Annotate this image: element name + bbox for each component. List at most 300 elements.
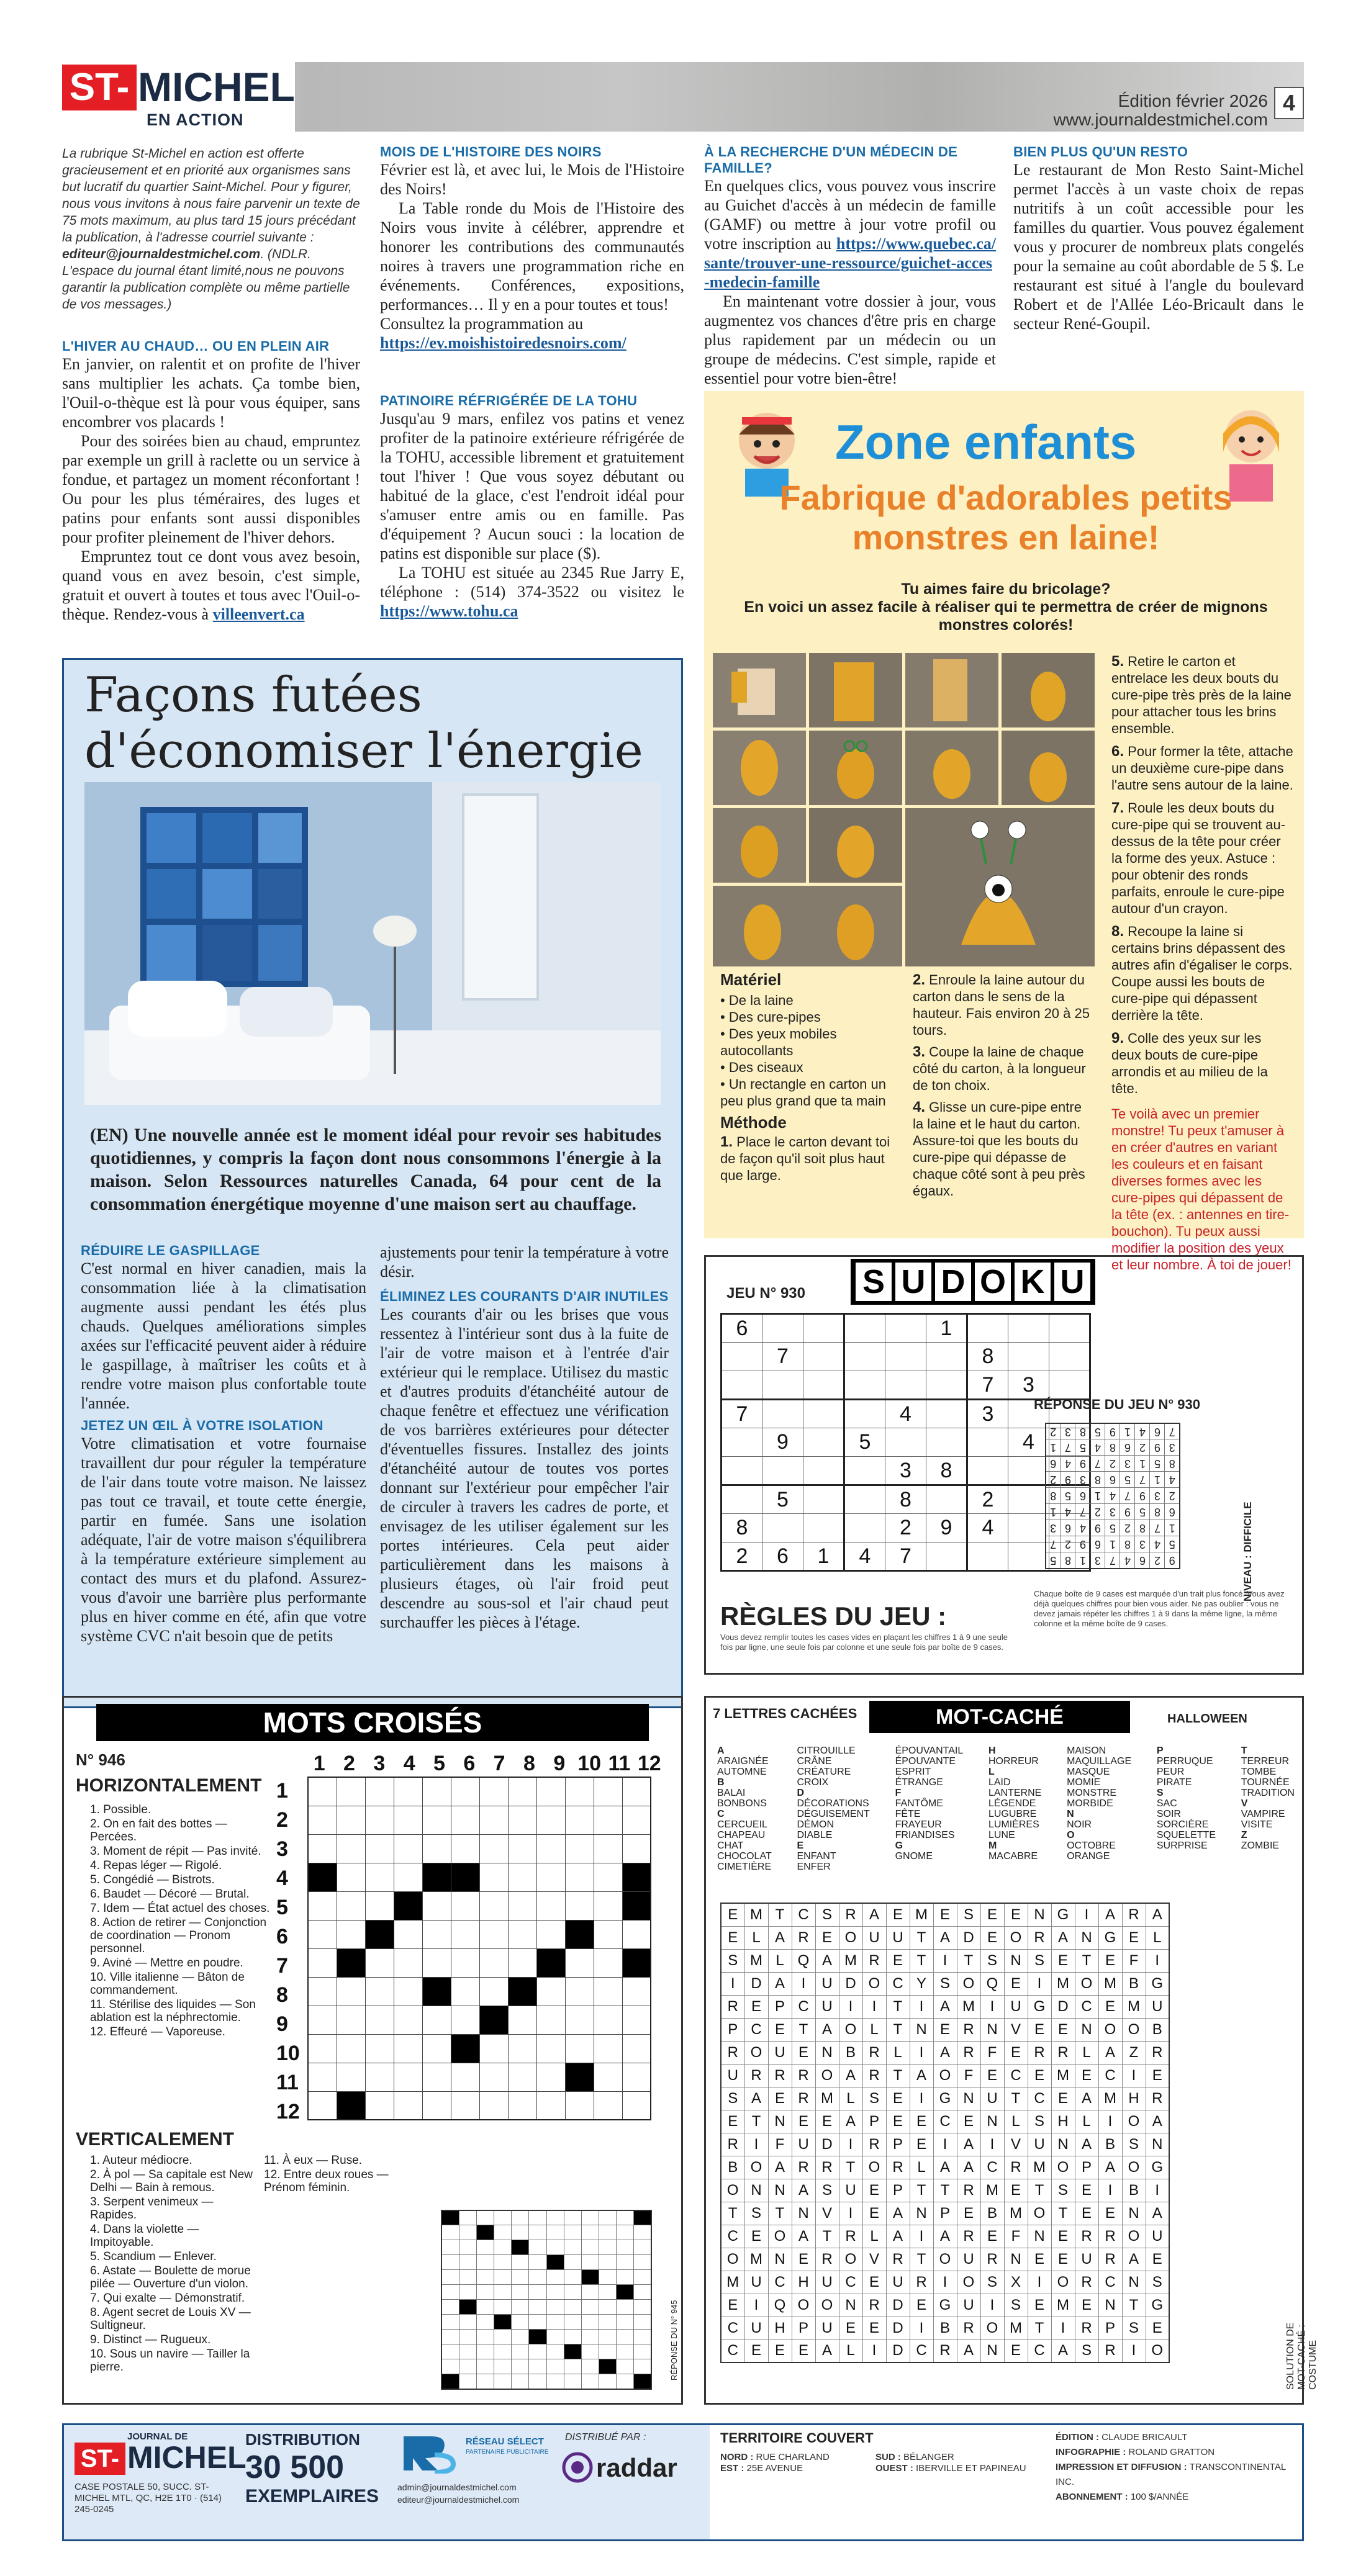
crossword-cell[interactable]	[308, 1777, 337, 1806]
motcache-letter[interactable]: M	[815, 2087, 839, 2110]
motcache-letter[interactable]: R	[792, 1926, 815, 1949]
sudoku-cell[interactable]	[803, 1314, 844, 1343]
motcache-letter[interactable]: M	[910, 1903, 933, 1926]
motcache-letter[interactable]: O	[1122, 2110, 1146, 2133]
motcache-letter[interactable]: O	[1051, 2156, 1075, 2179]
sudoku-cell[interactable]	[1049, 1371, 1090, 1400]
crossword-cell[interactable]	[479, 1891, 508, 1920]
motcache-letter[interactable]: R	[839, 1903, 862, 1926]
motcache-letter[interactable]: E	[1004, 2041, 1028, 2064]
crossword-cell[interactable]	[422, 1948, 451, 1977]
motcache-letter[interactable]: R	[792, 2156, 815, 2179]
motcache-letter[interactable]: S	[957, 1903, 980, 1926]
motcache-letter[interactable]: A	[815, 2340, 839, 2362]
motcache-letter[interactable]: D	[1051, 1995, 1075, 2018]
crossword-cell[interactable]	[565, 1777, 594, 1806]
crossword-cell[interactable]	[594, 1863, 622, 1891]
motcache-letter[interactable]: E	[792, 2110, 815, 2133]
motcache-letter[interactable]: L	[910, 2156, 933, 2179]
motcache-letter[interactable]: V	[862, 2248, 886, 2271]
crossword-cell[interactable]	[594, 1948, 622, 1977]
motcache-letter[interactable]: C	[1028, 2087, 1051, 2110]
motcache-letter[interactable]: U	[815, 2317, 839, 2340]
crossword-cell[interactable]	[565, 2034, 594, 2063]
motcache-letter[interactable]: E	[792, 2340, 815, 2362]
sudoku-cell[interactable]: 7	[885, 1542, 926, 1571]
motcache-letter[interactable]: S	[980, 2271, 1004, 2294]
crossword-cell[interactable]	[308, 1977, 337, 2006]
motcache-letter[interactable]: E	[1075, 2294, 1098, 2317]
crossword-cell[interactable]	[508, 1920, 536, 1948]
motcache-letter[interactable]: M	[1028, 2156, 1051, 2179]
motcache-letter[interactable]: E	[1004, 1972, 1028, 1995]
motcache-letter[interactable]: I	[744, 2294, 768, 2317]
motcache-letter[interactable]: P	[1075, 2156, 1098, 2179]
motcache-letter[interactable]: L	[839, 2340, 862, 2362]
motcache-letter[interactable]: C	[721, 2317, 744, 2340]
motcache-letter[interactable]: E	[1051, 2018, 1075, 2041]
motcache-letter[interactable]: E	[721, 1926, 744, 1949]
motcache-letter[interactable]: M	[1098, 2087, 1122, 2110]
noirs-link[interactable]: https://ev.moishistoiredesnoirs.com/	[380, 334, 626, 352]
crossword-cell[interactable]	[394, 1920, 422, 1948]
motcache-letter[interactable]: M	[1004, 2317, 1028, 2340]
motcache-letter[interactable]: A	[957, 2340, 980, 2362]
footer-email-admin[interactable]: admin@journaldestmichel.com	[397, 2482, 517, 2492]
crossword-cell[interactable]	[536, 2034, 565, 2063]
motcache-letter[interactable]: E	[1146, 2248, 1169, 2271]
crossword-cell[interactable]	[479, 2091, 508, 2120]
crossword-cell[interactable]	[422, 1777, 451, 1806]
motcache-letter[interactable]: R	[862, 1949, 886, 1972]
motcache-letter[interactable]: T	[910, 1926, 933, 1949]
motcache-letter[interactable]: E	[1051, 2248, 1075, 2271]
motcache-letter[interactable]: A	[839, 2064, 862, 2087]
crossword-cell[interactable]	[565, 1806, 594, 1834]
motcache-letter[interactable]: A	[1075, 2087, 1098, 2110]
motcache-letter[interactable]: R	[744, 2064, 768, 2087]
motcache-letter[interactable]: T	[1028, 2317, 1051, 2340]
crossword-cell[interactable]	[394, 1977, 422, 2006]
motcache-letter[interactable]: U	[1146, 1995, 1169, 2018]
crossword-cell[interactable]	[622, 1806, 651, 1834]
crossword-cell[interactable]	[365, 2006, 394, 2034]
motcache-letter[interactable]: A	[933, 2225, 957, 2248]
crossword-cell[interactable]	[337, 1863, 365, 1891]
motcache-letter[interactable]: N	[1122, 2202, 1146, 2225]
motcache-letter[interactable]: I	[910, 2317, 933, 2340]
motcache-letter[interactable]: E	[862, 2179, 886, 2202]
motcache-letter[interactable]: T	[721, 2202, 744, 2225]
motcache-letter[interactable]: Q	[768, 2294, 792, 2317]
motcache-letter[interactable]: N	[1004, 1949, 1028, 1972]
motcache-letter[interactable]: S	[1146, 2271, 1169, 2294]
motcache-letter[interactable]: B	[980, 2202, 1004, 2225]
motcache-letter[interactable]: T	[815, 2225, 839, 2248]
motcache-letter[interactable]: F	[980, 2041, 1004, 2064]
crossword-cell[interactable]	[308, 1834, 337, 1863]
motcache-letter[interactable]: P	[768, 1995, 792, 2018]
motcache-letter[interactable]: E	[721, 1903, 744, 1926]
motcache-letter[interactable]: E	[1098, 1949, 1122, 1972]
motcache-letter[interactable]: A	[862, 1903, 886, 1926]
motcache-letter[interactable]: L	[1075, 2110, 1098, 2133]
motcache-letter[interactable]: T	[886, 1995, 910, 2018]
crossword-cell[interactable]	[422, 2091, 451, 2120]
motcache-letter[interactable]: I	[910, 2225, 933, 2248]
crossword-cell[interactable]	[394, 2091, 422, 2120]
motcache-letter[interactable]: R	[862, 2133, 886, 2156]
editor-email[interactable]: editeur@journaldestmichel.com	[62, 247, 261, 261]
sudoku-cell[interactable]: 4	[885, 1400, 926, 1428]
motcache-letter[interactable]: U	[886, 1926, 910, 1949]
motcache-letter[interactable]: D	[957, 1926, 980, 1949]
sudoku-cell[interactable]: 5	[762, 1485, 803, 1514]
crossword-cell[interactable]	[451, 1948, 479, 1977]
motcache-letter[interactable]: A	[768, 1972, 792, 1995]
motcache-letter[interactable]: G	[1098, 1926, 1122, 1949]
crossword-cell[interactable]	[308, 1891, 337, 1920]
sudoku-cell[interactable]	[721, 1457, 762, 1485]
sudoku-cell[interactable]	[967, 1314, 1008, 1343]
crossword-cell[interactable]	[394, 1863, 422, 1891]
motcache-letter[interactable]: C	[721, 2225, 744, 2248]
motcache-letter[interactable]: E	[1051, 2225, 1075, 2248]
motcache-letter[interactable]: G	[1028, 1995, 1051, 2018]
motcache-letter[interactable]: E	[957, 2110, 980, 2133]
motcache-letter[interactable]: R	[957, 2018, 980, 2041]
motcache-letter[interactable]: Y	[910, 1972, 933, 1995]
crossword-cell[interactable]	[479, 1777, 508, 1806]
motcache-letter[interactable]: U	[886, 2271, 910, 2294]
motcache-letter[interactable]: A	[886, 2202, 910, 2225]
motcache-letter[interactable]: R	[721, 2041, 744, 2064]
motcache-letter[interactable]: D	[886, 2317, 910, 2340]
motcache-letter[interactable]: V	[1004, 2133, 1028, 2156]
motcache-letter[interactable]: N	[744, 2179, 768, 2202]
motcache-letter[interactable]: E	[721, 2294, 744, 2317]
motcache-letter[interactable]: E	[1028, 2248, 1051, 2271]
sudoku-cell[interactable]: 6	[721, 1314, 762, 1343]
crossword-cell[interactable]	[422, 2063, 451, 2091]
motcache-letter[interactable]: T	[886, 2018, 910, 2041]
crossword-cell[interactable]	[394, 1834, 422, 1863]
motcache-letter[interactable]: G	[1051, 1903, 1075, 1926]
crossword-cell[interactable]	[451, 1777, 479, 1806]
sudoku-cell[interactable]	[721, 1428, 762, 1457]
motcache-letter[interactable]: S	[1028, 2110, 1051, 2133]
crossword-cell[interactable]	[337, 1777, 365, 1806]
crossword-cell[interactable]	[536, 1863, 565, 1891]
motcache-letter[interactable]: E	[1146, 2317, 1169, 2340]
motcache-letter[interactable]: A	[792, 2225, 815, 2248]
motcache-letter[interactable]: R	[862, 2041, 886, 2064]
motcache-letter[interactable]: A	[1051, 1926, 1075, 1949]
motcache-letter[interactable]: D	[839, 1972, 862, 1995]
sudoku-cell[interactable]	[885, 1371, 926, 1400]
motcache-letter[interactable]: I	[862, 2340, 886, 2362]
motcache-letter[interactable]: N	[768, 2179, 792, 2202]
motcache-letter[interactable]: N	[980, 2110, 1004, 2133]
sudoku-cell[interactable]	[926, 1371, 967, 1400]
motcache-letter[interactable]: I	[862, 1995, 886, 2018]
motcache-letter[interactable]: D	[886, 2294, 910, 2317]
motcache-letter[interactable]: A	[792, 2179, 815, 2202]
motcache-letter[interactable]: S	[1122, 2317, 1146, 2340]
motcache-letter[interactable]: P	[721, 2018, 744, 2041]
motcache-letter[interactable]: M	[721, 2271, 744, 2294]
motcache-letter[interactable]: H	[792, 2271, 815, 2294]
motcache-letter[interactable]: O	[1146, 2340, 1169, 2362]
motcache-letter[interactable]: I	[933, 2271, 957, 2294]
motcache-letter[interactable]: T	[768, 1903, 792, 1926]
motcache-letter[interactable]: A	[1146, 2202, 1169, 2225]
crossword-cell[interactable]	[508, 1806, 536, 1834]
crossword-cell[interactable]	[394, 1777, 422, 1806]
crossword-cell[interactable]	[594, 1777, 622, 1806]
motcache-letter[interactable]: S	[1075, 2340, 1098, 2362]
motcache-letter[interactable]: E	[933, 1903, 957, 1926]
motcache-letter[interactable]: R	[1098, 2248, 1122, 2271]
motcache-letter[interactable]: R	[792, 2087, 815, 2110]
crossword-cell[interactable]	[508, 1777, 536, 1806]
motcache-letter[interactable]: E	[980, 1903, 1004, 1926]
sudoku-cell[interactable]	[926, 1485, 967, 1514]
motcache-letter[interactable]: R	[1075, 2225, 1098, 2248]
crossword-cell[interactable]	[594, 2091, 622, 2120]
motcache-letter[interactable]: R	[1098, 2340, 1122, 2362]
sudoku-cell[interactable]	[1008, 1343, 1049, 1371]
motcache-letter[interactable]: T	[839, 2156, 862, 2179]
sudoku-cell[interactable]	[1008, 1314, 1049, 1343]
motcache-letter[interactable]: U	[957, 2294, 980, 2317]
motcache-letter[interactable]: U	[744, 2317, 768, 2340]
motcache-letter[interactable]: A	[1146, 1903, 1169, 1926]
motcache-letter[interactable]: O	[1028, 2202, 1051, 2225]
crossword-cell[interactable]	[308, 2034, 337, 2063]
motcache-letter[interactable]: C	[1004, 2064, 1028, 2087]
motcache-letter[interactable]: T	[744, 2110, 768, 2133]
motcache-letter[interactable]: I	[1028, 2271, 1051, 2294]
crossword-cell[interactable]	[622, 2063, 651, 2091]
motcache-letter[interactable]: C	[1075, 1995, 1098, 2018]
motcache-letter[interactable]: N	[1122, 2271, 1146, 2294]
motcache-letter[interactable]: I	[1122, 2340, 1146, 2362]
motcache-letter[interactable]: U	[1028, 2133, 1051, 2156]
motcache-letter[interactable]: B	[839, 2041, 862, 2064]
motcache-letter[interactable]: R	[721, 1995, 744, 2018]
motcache-letter[interactable]: C	[1098, 2064, 1122, 2087]
sudoku-cell[interactable]	[885, 1428, 926, 1457]
motcache-letter[interactable]: F	[768, 2133, 792, 2156]
sudoku-cell[interactable]	[803, 1343, 844, 1371]
crossword-cell[interactable]	[451, 1891, 479, 1920]
motcache-letter[interactable]: R	[1051, 2041, 1075, 2064]
motcache-letter[interactable]: I	[839, 2202, 862, 2225]
sudoku-cell[interactable]: 2	[721, 1542, 762, 1571]
motcache-letter[interactable]: M	[744, 1949, 768, 1972]
motcache-letter[interactable]: O	[744, 2156, 768, 2179]
motcache-letter[interactable]: L	[862, 2018, 886, 2041]
motcache-letter[interactable]: I	[933, 1949, 957, 1972]
motcache-letter[interactable]: I	[910, 2087, 933, 2110]
motcache-letter[interactable]: E	[792, 2248, 815, 2271]
motcache-letter[interactable]: E	[792, 2041, 815, 2064]
motcache-letter[interactable]: V	[1004, 2018, 1028, 2041]
motcache-letter[interactable]: R	[768, 2064, 792, 2087]
motcache-letter[interactable]: M	[1051, 2294, 1075, 2317]
motcache-letter[interactable]: X	[1004, 2271, 1028, 2294]
motcache-letter[interactable]: C	[1098, 2271, 1122, 2294]
motcache-letter[interactable]: P	[933, 2202, 957, 2225]
motcache-letter[interactable]: O	[768, 2225, 792, 2248]
motcache-letter[interactable]: I	[1075, 1903, 1098, 1926]
sudoku-cell[interactable]	[926, 1542, 967, 1571]
sudoku-cell[interactable]	[721, 1371, 762, 1400]
motcache-letter[interactable]: T	[910, 2248, 933, 2271]
crossword-cell[interactable]	[479, 1863, 508, 1891]
footer-email-editor[interactable]: editeur@journaldestmichel.com	[397, 2495, 520, 2505]
motcache-letter[interactable]: L	[744, 1926, 768, 1949]
motcache-letter[interactable]: O	[792, 2294, 815, 2317]
motcache-letter[interactable]: E	[815, 2110, 839, 2133]
motcache-letter[interactable]: E	[1004, 2340, 1028, 2362]
motcache-letter[interactable]: T	[1051, 2202, 1075, 2225]
sudoku-cell[interactable]	[844, 1485, 885, 1514]
sudoku-cell[interactable]	[1008, 1514, 1049, 1542]
motcache-letter[interactable]: V	[815, 2202, 839, 2225]
motcache-letter[interactable]: H	[768, 2317, 792, 2340]
motcache-letter[interactable]: O	[1122, 2018, 1146, 2041]
motcache-letter[interactable]: I	[1098, 2179, 1122, 2202]
motcache-letter[interactable]: N	[815, 2041, 839, 2064]
crossword-cell[interactable]	[337, 2006, 365, 2034]
motcache-letter[interactable]: R	[862, 2294, 886, 2317]
sudoku-cell[interactable]	[803, 1371, 844, 1400]
motcache-letter[interactable]: I	[980, 2294, 1004, 2317]
sudoku-cell[interactable]: 7	[721, 1400, 762, 1428]
crossword-cell[interactable]	[594, 1834, 622, 1863]
sudoku-cell[interactable]: 2	[885, 1514, 926, 1542]
motcache-letter[interactable]: A	[1122, 2248, 1146, 2271]
sudoku-cell[interactable]: 9	[762, 1428, 803, 1457]
sudoku-cell[interactable]	[844, 1400, 885, 1428]
motcache-letter[interactable]: U	[721, 2064, 744, 2087]
motcache-letter[interactable]: U	[1004, 1995, 1028, 2018]
motcache-letter[interactable]: E	[886, 1903, 910, 1926]
motcache-letter[interactable]: A	[957, 2133, 980, 2156]
crossword-cell[interactable]	[565, 2091, 594, 2120]
motcache-letter[interactable]: R	[980, 2248, 1004, 2271]
motcache-letter[interactable]: B	[1098, 2133, 1122, 2156]
crossword-cell[interactable]	[508, 1891, 536, 1920]
motcache-letter[interactable]: E	[721, 2110, 744, 2133]
motcache-letter[interactable]: N	[980, 2018, 1004, 2041]
motcache-letter[interactable]: I	[1146, 1949, 1169, 1972]
motcache-letter[interactable]: I	[980, 2133, 1004, 2156]
crossword-cell[interactable]	[479, 1834, 508, 1863]
crossword-cell[interactable]	[565, 1977, 594, 2006]
motcache-letter[interactable]: A	[1051, 2340, 1075, 2362]
motcache-letter[interactable]: O	[839, 2248, 862, 2271]
motcache-letter[interactable]: A	[768, 2156, 792, 2179]
crossword-cell[interactable]	[565, 1863, 594, 1891]
motcache-letter[interactable]: U	[980, 2087, 1004, 2110]
motcache-letter[interactable]: N	[1075, 2018, 1098, 2041]
motcache-letter[interactable]: A	[1098, 2041, 1122, 2064]
motcache-letter[interactable]: A	[910, 2064, 933, 2087]
motcache-letter[interactable]: I	[839, 2133, 862, 2156]
crossword-cell[interactable]	[508, 1834, 536, 1863]
motcache-letter[interactable]: E	[1004, 2179, 1028, 2202]
crossword-cell[interactable]	[594, 2006, 622, 2034]
motcache-letter[interactable]: C	[792, 1995, 815, 2018]
motcache-letter[interactable]: L	[1146, 1926, 1169, 1949]
crossword-cell[interactable]	[508, 1863, 536, 1891]
motcache-letter[interactable]: M	[1122, 1995, 1146, 2018]
sudoku-cell[interactable]	[1049, 1343, 1090, 1371]
motcache-letter[interactable]: C	[839, 2271, 862, 2294]
sudoku-cell[interactable]: 6	[762, 1542, 803, 1571]
motcache-letter[interactable]: R	[1122, 1903, 1146, 1926]
crossword-cell[interactable]	[422, 1806, 451, 1834]
crossword-cell[interactable]	[422, 1891, 451, 1920]
crossword-cell[interactable]	[536, 1920, 565, 1948]
motcache-letter[interactable]: D	[744, 1972, 768, 1995]
motcache-letter[interactable]: T	[1075, 1949, 1098, 1972]
sudoku-cell[interactable]: 4	[844, 1542, 885, 1571]
motcache-letter[interactable]: S	[1122, 2133, 1146, 2156]
sudoku-cell[interactable]	[1008, 1542, 1049, 1571]
sudoku-cell[interactable]	[926, 1428, 967, 1457]
motcache-letter[interactable]: E	[1051, 1949, 1075, 1972]
villeenvert-link[interactable]: villeenvert.ca	[212, 605, 305, 623]
motcache-letter[interactable]: C	[721, 2340, 744, 2362]
motcache-letter[interactable]: I	[1122, 2064, 1146, 2087]
motcache-letter[interactable]: I	[1146, 2179, 1169, 2202]
sudoku-cell[interactable]: 4	[967, 1514, 1008, 1542]
motcache-letter[interactable]: C	[980, 2156, 1004, 2179]
crossword-cell[interactable]	[451, 1920, 479, 1948]
motcache-letter[interactable]: P	[862, 2110, 886, 2133]
sudoku-cell[interactable]: 8	[721, 1514, 762, 1542]
motcache-letter[interactable]: E	[1028, 2294, 1051, 2317]
motcache-letter[interactable]: L	[768, 1949, 792, 1972]
crossword-cell[interactable]	[622, 1977, 651, 2006]
crossword-cell[interactable]	[365, 1977, 394, 2006]
motcache-letter[interactable]: A	[1098, 1903, 1122, 1926]
motcache-letter[interactable]: Z	[1122, 2041, 1146, 2064]
motcache-letter[interactable]: S	[980, 1949, 1004, 1972]
motcache-letter[interactable]: O	[980, 2317, 1004, 2340]
crossword-cell[interactable]	[508, 1948, 536, 1977]
motcache-letter[interactable]: G	[1146, 1972, 1169, 1995]
crossword-cell[interactable]	[308, 2091, 337, 2120]
motcache-letter[interactable]: A	[933, 1926, 957, 1949]
sudoku-cell[interactable]: 9	[926, 1514, 967, 1542]
sudoku-cell[interactable]	[885, 1343, 926, 1371]
sudoku-cell[interactable]	[926, 1400, 967, 1428]
motcache-letter[interactable]: O	[862, 1972, 886, 1995]
motcache-letter[interactable]: F	[957, 2064, 980, 2087]
motcache-letter[interactable]: L	[839, 2087, 862, 2110]
sudoku-cell[interactable]	[967, 1457, 1008, 1485]
crossword-cell[interactable]	[508, 2091, 536, 2120]
motcache-letter[interactable]: A	[933, 2156, 957, 2179]
motcache-letter[interactable]: N	[1146, 2133, 1169, 2156]
motcache-letter[interactable]: G	[1146, 2156, 1169, 2179]
sudoku-cell[interactable]	[803, 1485, 844, 1514]
